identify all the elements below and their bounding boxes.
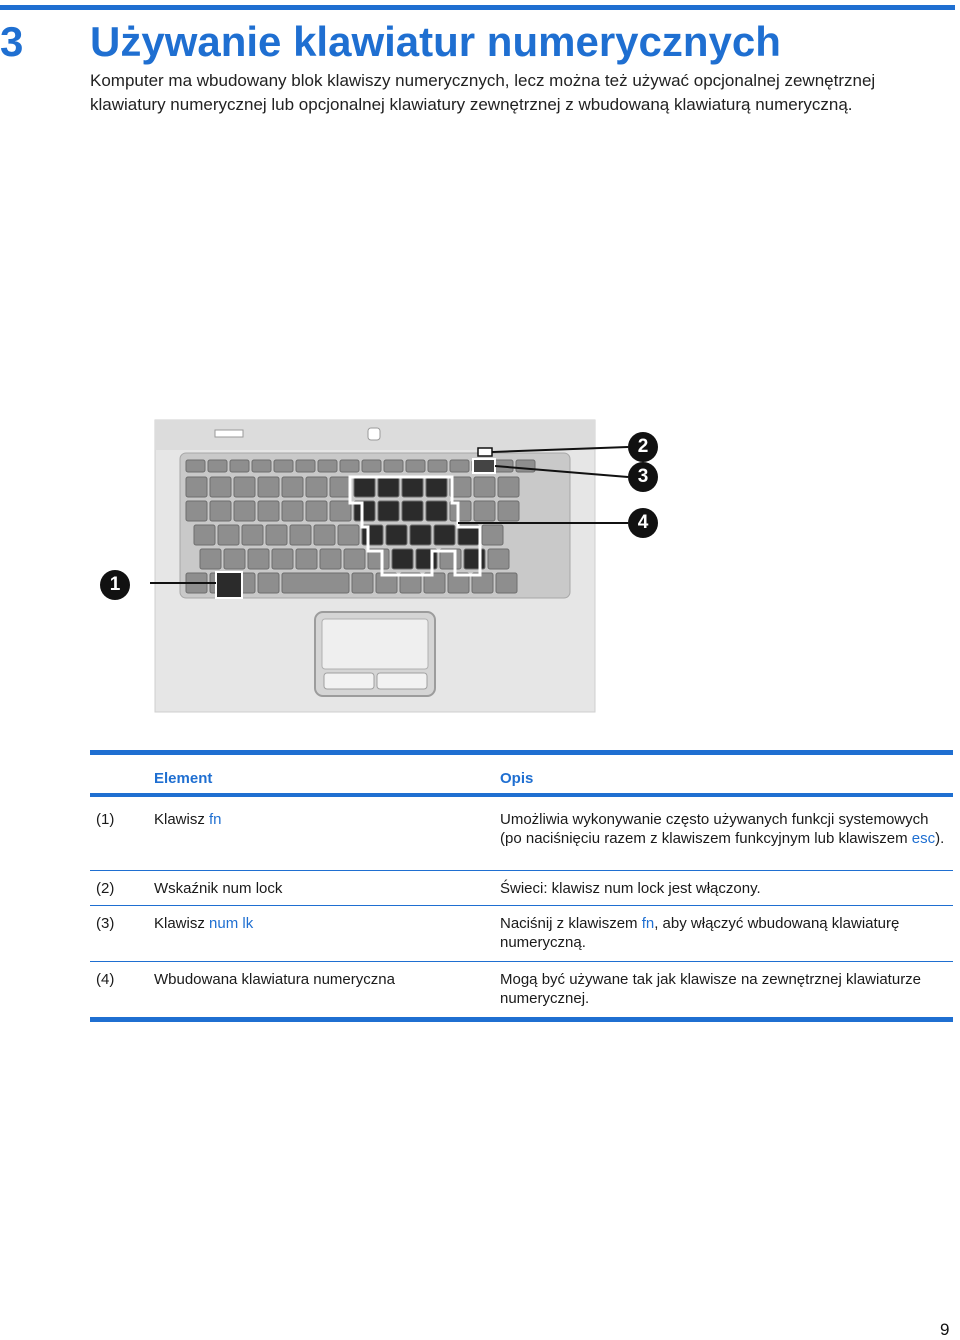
keyboard-key	[194, 525, 215, 545]
keyboard-key	[384, 460, 403, 472]
keyboard-key	[406, 460, 425, 472]
keyboard-key	[224, 549, 245, 569]
table-row	[90, 871, 953, 906]
keyboard-key	[208, 460, 227, 472]
element-text: Wskaźnik num lock	[154, 880, 283, 897]
fn-key-highlight	[216, 572, 242, 598]
num-lk-key-highlight	[473, 459, 495, 473]
row-element	[154, 914, 253, 933]
keyboard-key	[252, 460, 271, 472]
keyboard-key	[498, 501, 519, 521]
description-text: Mogą być używane tak jak klawisze na zewnętrznej klawiaturze numerycznej.	[500, 971, 922, 1007]
row-description	[500, 879, 950, 898]
keyboard-key	[362, 460, 381, 472]
keyboard-key	[338, 525, 359, 545]
numeric-keypad-key	[354, 477, 375, 497]
chapter-number: 3	[0, 18, 24, 65]
keyboard-key	[272, 549, 293, 569]
keyboard-key	[474, 501, 495, 521]
numeric-keypad-key	[378, 501, 399, 521]
keyboard-key	[266, 525, 287, 545]
keyboard-key	[218, 525, 239, 545]
description-text: Umożliwia wykonywanie często używanych funkcji systemowych (po naciśnięciu razem z klawiszem funkcyjnym lub klawiszem	[500, 811, 929, 847]
row-number: (2)	[96, 880, 115, 897]
keyboard-key	[474, 477, 495, 497]
element-key: fn	[209, 811, 222, 828]
callout-1: 1	[100, 570, 130, 600]
numeric-keypad-key	[386, 525, 407, 545]
keyboard-key	[488, 549, 509, 569]
keyboard-key	[296, 460, 315, 472]
description-text: Naciśnij z klawiszem	[500, 915, 642, 932]
numeric-keypad-key	[426, 477, 447, 497]
keyboard-key	[428, 460, 447, 472]
keyboard-key	[330, 477, 351, 497]
row-element	[154, 879, 282, 898]
keyboard-key	[186, 460, 205, 472]
keyboard-key	[258, 477, 279, 497]
keyboard-key	[344, 549, 365, 569]
row-number: (4)	[96, 971, 115, 988]
keyboard-key	[282, 573, 349, 593]
keyboard-figure	[109, 415, 660, 715]
keyboard-key	[450, 460, 469, 472]
table-header	[90, 755, 953, 793]
keyboard-key	[200, 549, 221, 569]
description-key: fn	[641, 915, 655, 932]
keyboard-key	[482, 525, 503, 545]
numeric-keypad-key	[392, 549, 413, 569]
keyboard-key	[186, 501, 207, 521]
numeric-keypad-key	[402, 477, 423, 497]
intro-paragraph: Komputer ma wbudowany blok klawiszy numerycznych, lecz można też używać opcjonalnej zewnętrznej klawiatury numerycznej lub opcjonalnej klawiatury zewnętrznej z wbudowaną klawiaturą numeryczną.	[90, 71, 876, 114]
keyboard-key	[320, 549, 341, 569]
keyboard-key	[330, 501, 351, 521]
keyboard-key	[516, 460, 535, 472]
page-number: 9	[940, 1320, 950, 1339]
numeric-keypad-key	[410, 525, 431, 545]
keyboard-key	[314, 525, 335, 545]
top-rule	[0, 5, 955, 10]
description-key: esc	[911, 830, 936, 847]
keyboard-key	[186, 477, 207, 497]
row-description	[500, 914, 950, 952]
keyboard-key	[234, 477, 255, 497]
keyboard-key	[248, 549, 269, 569]
keyboard-key	[290, 525, 311, 545]
numeric-keypad-key	[378, 477, 399, 497]
keyboard-key	[306, 477, 327, 497]
element-text: Wbudowana klawiatura numeryczna	[154, 971, 395, 988]
touchpad-surface	[322, 619, 428, 669]
element-text: Klawisz	[154, 811, 210, 828]
laptop-keyboard-illustration	[150, 415, 660, 715]
numeric-keypad-key	[426, 501, 447, 521]
row-number: (1)	[96, 811, 115, 828]
row-element	[154, 970, 395, 989]
keyboard-key	[318, 460, 337, 472]
description-text: Świeci: klawisz num lock jest włączony.	[500, 880, 761, 897]
chapter-title: Używanie klawiatur numerycznych	[90, 18, 781, 65]
keyboard-key	[296, 549, 317, 569]
keyboard-key	[340, 460, 359, 472]
row-description	[500, 810, 950, 848]
keyboard-key	[352, 573, 373, 593]
row-number: (3)	[96, 915, 115, 932]
callout-4: 4	[628, 508, 658, 538]
keyboard-key	[306, 501, 327, 521]
table-bottom-rule	[90, 1017, 953, 1022]
keyboard-key	[258, 573, 279, 593]
description-text-end: ).	[935, 830, 945, 847]
callout-3: 3	[628, 462, 658, 492]
description-text-end: , aby włączyć wbudowaną klawiaturę numeryczną.	[500, 915, 900, 951]
element-table	[90, 750, 953, 1022]
header-element: Element	[154, 770, 213, 787]
keyboard-key	[282, 501, 303, 521]
element-text: Klawisz	[154, 915, 210, 932]
keyboard-key	[242, 525, 263, 545]
row-element	[154, 810, 222, 829]
callout-2: 2	[628, 432, 658, 462]
numeric-keypad-key	[402, 501, 423, 521]
numeric-keypad-key	[434, 525, 455, 545]
power-button-icon	[215, 430, 243, 437]
header-description: Opis	[500, 770, 534, 787]
table-row	[90, 906, 953, 962]
keyboard-key	[498, 477, 519, 497]
keyboard-key	[210, 501, 231, 521]
keyboard-key	[274, 460, 293, 472]
touchpad-left-button	[324, 673, 374, 689]
table-row	[90, 962, 953, 1017]
keyboard-key	[496, 573, 517, 593]
touchpad-right-button	[377, 673, 427, 689]
keyboard-key	[210, 477, 231, 497]
keyboard-key	[234, 501, 255, 521]
numeric-keypad-key	[464, 549, 485, 569]
keyboard-key	[258, 501, 279, 521]
num-lock-indicator	[478, 448, 492, 456]
keyboard-key	[282, 477, 303, 497]
button-icon	[368, 428, 380, 440]
table-row	[90, 797, 953, 871]
keyboard-key	[230, 460, 249, 472]
row-description	[500, 970, 950, 1008]
element-key: num lk	[209, 915, 254, 932]
